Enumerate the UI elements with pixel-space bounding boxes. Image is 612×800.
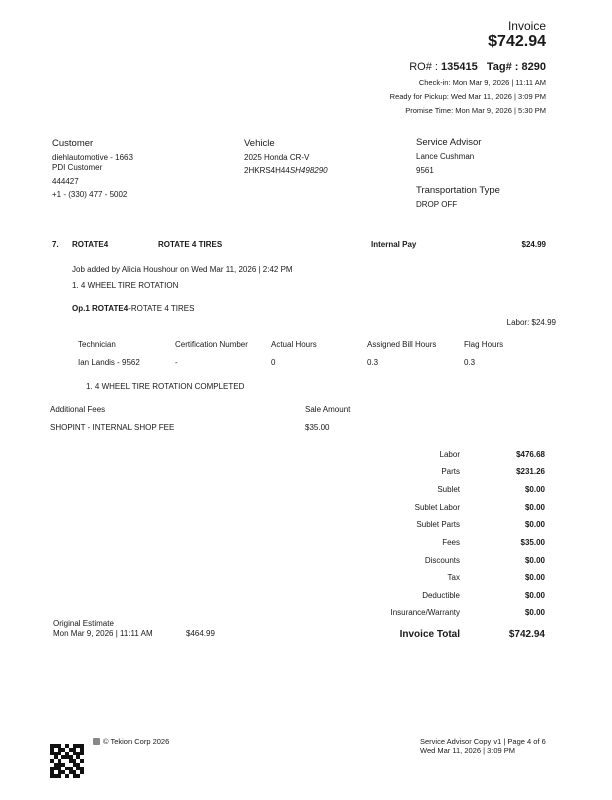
op-line — [72, 304, 194, 313]
ro-label: RO# : — [409, 61, 438, 73]
transport-value: DROP OFF — [416, 200, 458, 209]
original-estimate-date: Mon Mar 9, 2026 | 11:11 AM — [53, 629, 153, 638]
total-value-parts: $231.26 — [516, 467, 545, 476]
total-label-tax: Tax — [447, 573, 460, 582]
copyright-text: © Tekion Corp 2026 — [103, 737, 170, 746]
bill-hours: 0.3 — [367, 358, 379, 367]
job-amount: $24.99 — [521, 240, 546, 249]
job-pay-type: Internal Pay — [371, 240, 417, 249]
customer-heading: Customer — [52, 138, 94, 149]
invoice-title: Invoice — [507, 19, 546, 33]
total-value-insurance: $0.00 — [524, 608, 545, 617]
vehicle-model: 2025 Honda CR-V — [244, 153, 310, 162]
fees-amount-heading: Sale Amount — [305, 405, 351, 414]
copyright — [93, 737, 169, 746]
total-value-sublet-parts: $0.00 — [524, 520, 545, 529]
job-added-by: Job added by Alicia Houshour on Wed Mar 11, 2026 | 2:42 PM — [72, 265, 293, 274]
ro-tag-line — [409, 61, 546, 73]
flag-hours-header: Flag Hours — [464, 340, 504, 349]
customer-line1: diehlautomotive - 1663 — [52, 153, 133, 162]
tech-name: Ian Landis - 9562 — [78, 358, 140, 367]
total-label-sublet-parts: Sublet Parts — [416, 520, 460, 529]
advisor-heading: Service Advisor — [416, 137, 482, 148]
advisor-id: 9561 — [416, 166, 434, 175]
actual-hours: 0 — [271, 358, 276, 367]
cert-header: Certification Number — [175, 340, 248, 349]
total-label-fees: Fees — [442, 538, 460, 547]
customer-line3: 444427 — [52, 177, 79, 186]
customer-phone: +1 - (330) 477 - 5002 — [52, 190, 128, 199]
labor-subtotal: Labor: $24.99 — [506, 318, 556, 327]
fees-heading: Additional Fees — [50, 405, 106, 414]
op-desc: -ROTATE 4 TIRES — [128, 304, 195, 313]
checkin-time: Check-in: Mon Mar 9, 2026 | 11:11 AM — [418, 78, 546, 87]
transport-heading: Transportation Type — [416, 185, 500, 196]
vehicle-heading: Vehicle — [244, 138, 275, 149]
tech-header: Technician — [78, 340, 116, 349]
tag-label: Tag# : — [486, 61, 519, 73]
job-story: 1. 4 WHEEL TIRE ROTATION COMPLETED — [86, 382, 245, 391]
vin-suffix: SH498290 — [289, 166, 328, 175]
total-label-parts: Parts — [441, 467, 460, 476]
vin-prefix: 2HKRS4H44 — [244, 166, 290, 175]
total-value-sublet-labor: $0.00 — [524, 503, 545, 512]
op-prefix: Op.1 — [72, 304, 90, 313]
invoice-total-value: $742.94 — [508, 629, 545, 640]
ro-number: 135415 — [440, 61, 478, 73]
actual-hours-header: Actual Hours — [271, 340, 317, 349]
total-value-discounts: $0.00 — [524, 556, 545, 565]
op-code: ROTATE4 — [92, 304, 129, 313]
job-name: ROTATE 4 TIRES — [158, 240, 223, 249]
qr-code-icon — [50, 744, 84, 778]
advisor-name: Lance Cushman — [416, 152, 475, 161]
total-label-labor: Labor — [439, 450, 460, 459]
fee-item-amount: $35.00 — [305, 423, 330, 432]
copy-info: Service Advisor Copy v1 | Page 4 of 6 — [420, 737, 546, 746]
total-value-sublet: $0.00 — [524, 485, 545, 494]
original-estimate-amount: $464.99 — [186, 629, 215, 638]
invoice-total-header: $742.94 — [488, 33, 546, 50]
job-concern: 1. 4 WHEEL TIRE ROTATION — [72, 281, 179, 290]
promise-time: Promise Time: Mon Mar 9, 2026 | 5:30 PM — [405, 106, 546, 115]
original-estimate-heading: Original Estimate — [53, 619, 114, 628]
ready-time: Ready for Pickup: Wed Mar 11, 2026 | 3:09 PM — [389, 92, 546, 101]
total-label-sublet: Sublet — [437, 485, 460, 494]
total-label-insurance: Insurance/Warranty — [390, 608, 460, 617]
total-label-sublet-labor: Sublet Labor — [414, 503, 460, 512]
total-value-tax: $0.00 — [524, 573, 545, 582]
vehicle-vin — [244, 166, 328, 175]
total-label-deductible: Deductible — [422, 591, 460, 600]
fee-item-name: SHOPINT - INTERNAL SHOP FEE — [50, 423, 175, 432]
job-code: ROTATE4 — [72, 240, 109, 249]
total-label-discounts: Discounts — [424, 556, 460, 565]
total-value-fees: $35.00 — [520, 538, 545, 547]
cert-number: - — [175, 358, 178, 367]
flag-hours: 0.3 — [464, 358, 476, 367]
total-value-labor: $476.68 — [516, 450, 545, 459]
job-number: 7. — [52, 240, 59, 249]
invoice-total-label: Invoice Total — [399, 629, 460, 640]
customer-line2: PDI Customer — [52, 163, 103, 172]
tekion-logo-icon — [93, 738, 100, 745]
tag-number: 8290 — [521, 61, 546, 73]
printed-time: Wed Mar 11, 2026 | 3:09 PM — [420, 746, 516, 755]
total-value-deductible: $0.00 — [524, 591, 545, 600]
bill-hours-header: Assigned Bill Hours — [367, 340, 437, 349]
